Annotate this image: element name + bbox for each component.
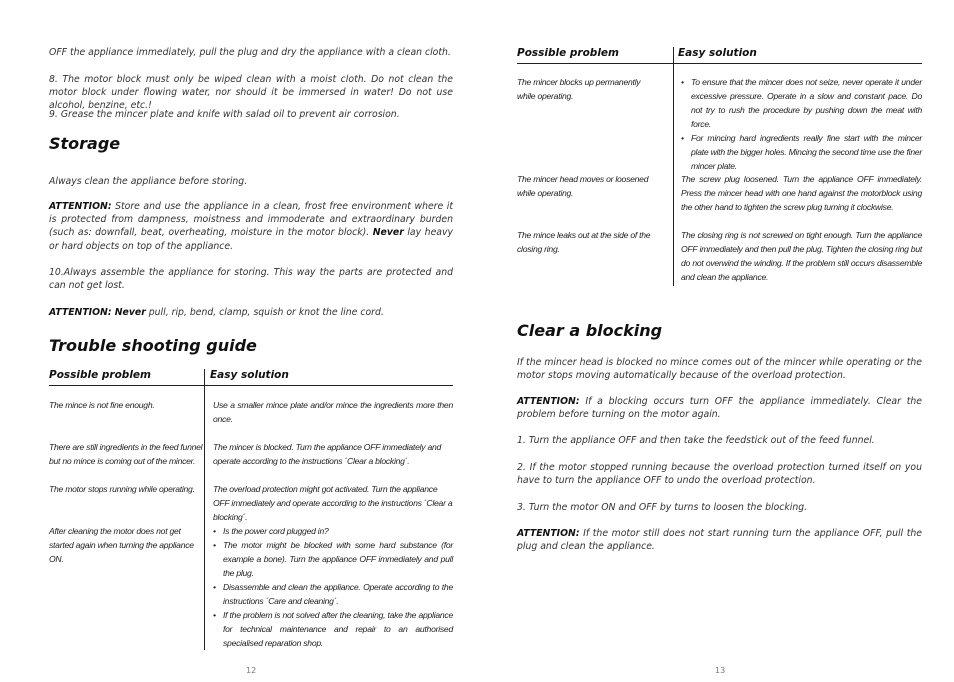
step-2: 2. If the motor stopped running because the overload protection turned itself on you have to turn the appliance OFF to undo the overload protection. [517,462,922,487]
table-row-solution [213,524,453,650]
never-label: Never [372,227,404,239]
storage-heading: Storage [49,134,121,153]
attention-text: If a blocking occurs turn OFF the appliance immediately. Clear the problem before turning on the motor again. [517,396,922,421]
table-row-solution [681,75,922,173]
paragraph-blocking-attention [517,395,922,421]
table-row-solution: The screw plug loosened. Turn the appliance OFF immediately. Press the mincer head with one hand against the motorblock using the other hand to tighten the screw plug turning it clockwise. [681,174,922,212]
paragraph-unplug: OFF the appliance immediately, pull the plug and dry the appliance with a clean cloth. [49,47,451,58]
paragraph-cord-attention [49,306,453,319]
bullet-item: • Disassemble and clean the appliance. Operate according to the instructions ´Care and cleaning´. [213,582,453,606]
attention-label: ATTENTION: [517,396,580,407]
attention-tail: lay heavy or hard objects on top of the appliance. [49,227,453,252]
trouble-table-header [517,47,922,64]
column-header-problem: Possible problem [517,47,619,59]
column-header-solution: Easy solution [678,47,757,59]
attention-text: Store and use the appliance in a clean, frost free environment where it is protected from dampness, moistness and immoderate and extraordinary burden (such as: downfall, beat, overheating, moisture in the motor block). [49,201,453,239]
table-divider [204,369,205,650]
table-row-solution: The closing ring is not screwed on tight enough. Turn the appliance OFF immediately and then pull the plug. Tighten the closing ring but do not overwind the winding. If the problem still occurs disassemble and clean the appliance. [681,230,922,282]
bullet-item: • If the problem is not solved after the cleaning, take the appliance for technical maintenance and repair to an authorised specialised reparation shop. [213,610,453,648]
bullet-item: • For mincing hard ingredients really fine start with the mincer plate with the bigger holes. Mincing the second time use the finer mincer plate. [681,133,922,171]
table-row-problem: There are still ingredients in the feed funnel but no mince is coming out of the mincer. [49,442,203,466]
column-header-problem: Possible problem [49,369,151,381]
attention-label: ATTENTION: [517,528,580,539]
bullet-item: • Is the power cord plugged in? [213,526,329,536]
page-number-left: 12 [246,666,257,675]
attention-never-label: ATTENTION: Never [49,307,146,318]
trouble-table-header [49,369,453,386]
table-row-solution: Use a smaller mince plate and/or mince the ingredients more then once. [213,400,453,424]
clear-blocking-heading: Clear a blocking [517,321,663,340]
paragraph-motor-block-cleaning: 8. The motor block must only be wiped clean with a moist cloth. Do not clean the motor block under flowing water, nor should it be immersed in water! Do not use alcohol, benzine, etc.! [49,74,453,112]
bullet-icon: • [213,582,216,592]
attention-text: If the motor still does not start running turn the appliance OFF, pull the plug and clean the appliance. [517,528,922,553]
bullet-item: • The motor might be blocked with some hard substance (for example a bone). Turn the appliance OFF immediately and pull the plug. [213,540,453,578]
table-divider [673,47,674,286]
paragraph-clean-before-storing: Always clean the appliance before storing. [49,176,248,187]
bullet-item: • To ensure that the mincer does not seize, never operate it under excessive pressure. Operate in a slow and constant pace. Do not try to rush the procedure by pushing down the meat with force. [681,77,922,129]
cord-attention-text: pull, rip, bend, clamp, squish or knot the line cord. [145,307,384,318]
table-row-problem: The mincer blocks up permanently while operating. [517,77,641,101]
step-1: 1. Turn the appliance OFF and then take the feedstick out of the feed funnel. [517,435,875,446]
bullet-icon: • [213,610,216,620]
table-row-problem: The mincer head moves or loosened while operating. [517,174,649,198]
bullet-icon: • [681,133,684,143]
bullet-icon: • [213,540,216,550]
table-row-solution: The overload protection might got activated. Turn the appliance OFF immediately and operate according to the instructions ´Clear a blocking´. [213,484,453,522]
paragraph-blocking-intro: If the mincer head is blocked no mince comes out of the mincer while operating or the motor stops moving automatically because of the overload protection. [517,357,922,382]
table-row-solution: The mincer is blocked. Turn the appliance OFF immediately and operate according to the instructions ´Clear a blocking´. [213,442,442,466]
paragraph-grease: 9. Grease the mincer plate and knife with salad oil to prevent air corrosion. [49,109,400,120]
step-3: 3. Turn the motor ON and OFF by turns to loosen the blocking. [517,502,808,513]
table-row-problem: The motor stops running while operating. [49,484,195,494]
bullet-icon: • [681,77,684,87]
page-number-right: 13 [715,666,726,675]
column-header-solution: Easy solution [210,369,289,381]
table-row-problem: The mince is not fine enough. [49,400,155,410]
attention-label: ATTENTION: [49,201,112,212]
paragraph-final-attention [517,527,922,553]
table-row-problem: The mince leaks out at the side of the closing ring. [517,230,651,254]
paragraph-assemble: 10.Always assemble the appliance for storing. This way the parts are protected and can not get lost. [49,267,453,292]
bullet-icon: • [213,526,216,536]
paragraph-storage-attention [49,200,453,253]
trouble-shooting-heading: Trouble shooting guide [49,336,257,355]
table-row-problem: After cleaning the motor does not get started again when turning the appliance ON. [49,526,194,564]
